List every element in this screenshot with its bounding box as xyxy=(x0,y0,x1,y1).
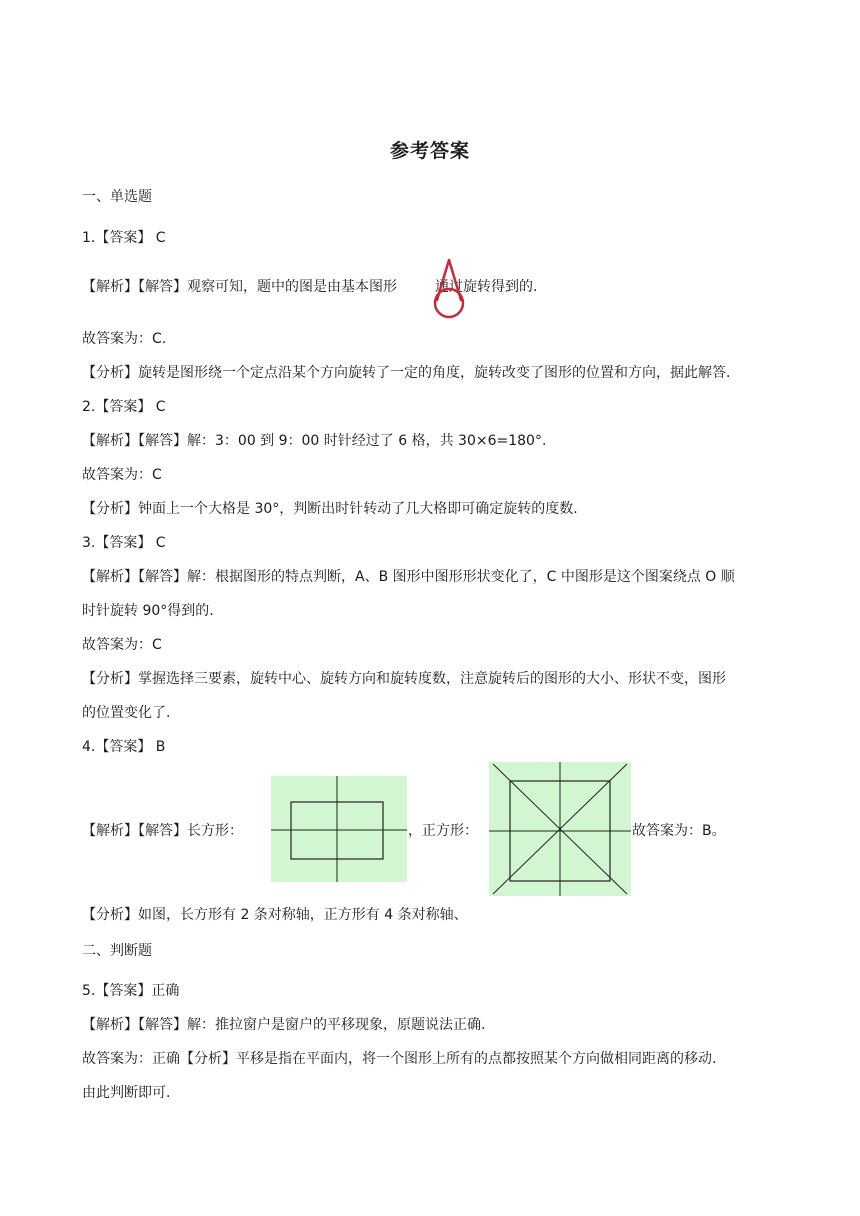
q2-conclusion: 故答案为：C xyxy=(82,467,162,483)
q5-conclusion-line2: 由此判断即可. xyxy=(82,1085,171,1101)
q1-analysis-text-end: 通过旋转得到的. xyxy=(435,279,538,295)
q1-answer: 1.【答案】 C xyxy=(82,230,166,246)
section-heading-single-choice: 一、单选题 xyxy=(82,189,152,205)
q3-conclusion: 故答案为：C xyxy=(82,637,162,653)
q2-analysis: 【解析】【解答】解：3：00 到 9：00 时针经过了 6 格，共 30×6=180°. xyxy=(82,433,547,449)
q4-square-label: ，正方形： xyxy=(408,823,478,839)
q1-conclusion: 故答案为：C. xyxy=(82,331,167,347)
q3-analysis-line2: 时针旋转 90°得到的. xyxy=(82,603,214,619)
q5-conclusion-line1: 故答案为：正确【分析】平移是指在平面内，将一个图形上所有的点都按照某个方向做相同距离的移动. xyxy=(82,1051,717,1067)
rectangle-axes-figure xyxy=(271,776,407,882)
q5-answer: 5.【答案】正确 xyxy=(82,983,180,999)
q3-analysis-line1: 【解析】【解答】解：根据图形的特点判断，A、B 图形中图形形状变化了，C 中图形是这个图案绕点 O 顺 xyxy=(82,569,735,585)
section-heading-true-false: 二、判断题 xyxy=(82,943,152,959)
q4-answer: 4.【答案】 B xyxy=(82,739,166,755)
q4-conclusion: 故答案为：B。 xyxy=(632,823,726,839)
q2-answer: 2.【答案】 C xyxy=(82,399,166,415)
q1-analysis-text: 【解析】【解答】观察可知，题中的图是由基本图形 xyxy=(82,279,397,295)
page-title: 参考答案 xyxy=(389,140,470,162)
q1-note: 【分析】旋转是图形绕一个定点沿某个方向旋转了一定的角度，旋转改变了图形的位置和方向，据此解答. xyxy=(82,365,731,381)
square-axes-figure xyxy=(489,762,631,896)
q4-note: 【分析】如图，长方形有 2 条对称轴，正方形有 4 条对称轴、 xyxy=(82,907,468,923)
q2-note: 【分析】钟面上一个大格是 30°，判断出时针转动了几大格即可确定旋转的度数. xyxy=(82,501,578,517)
q5-analysis: 【解析】【解答】解：推拉窗户是窗户的平移现象，原题说法正确. xyxy=(82,1017,486,1033)
q3-note-line1: 【分析】掌握选择三要素，旋转中心、旋转方向和旋转度数，注意旋转后的图形的大小、形状不变，图形 xyxy=(82,671,726,687)
q3-note-line2: 的位置变化了. xyxy=(82,705,171,721)
q1-analysis xyxy=(82,276,537,298)
q3-answer: 3.【答案】 C xyxy=(82,535,166,551)
teardrop-circle-figure xyxy=(430,256,468,320)
q4-rect-label: 【解析】【解答】长方形： xyxy=(82,823,243,839)
